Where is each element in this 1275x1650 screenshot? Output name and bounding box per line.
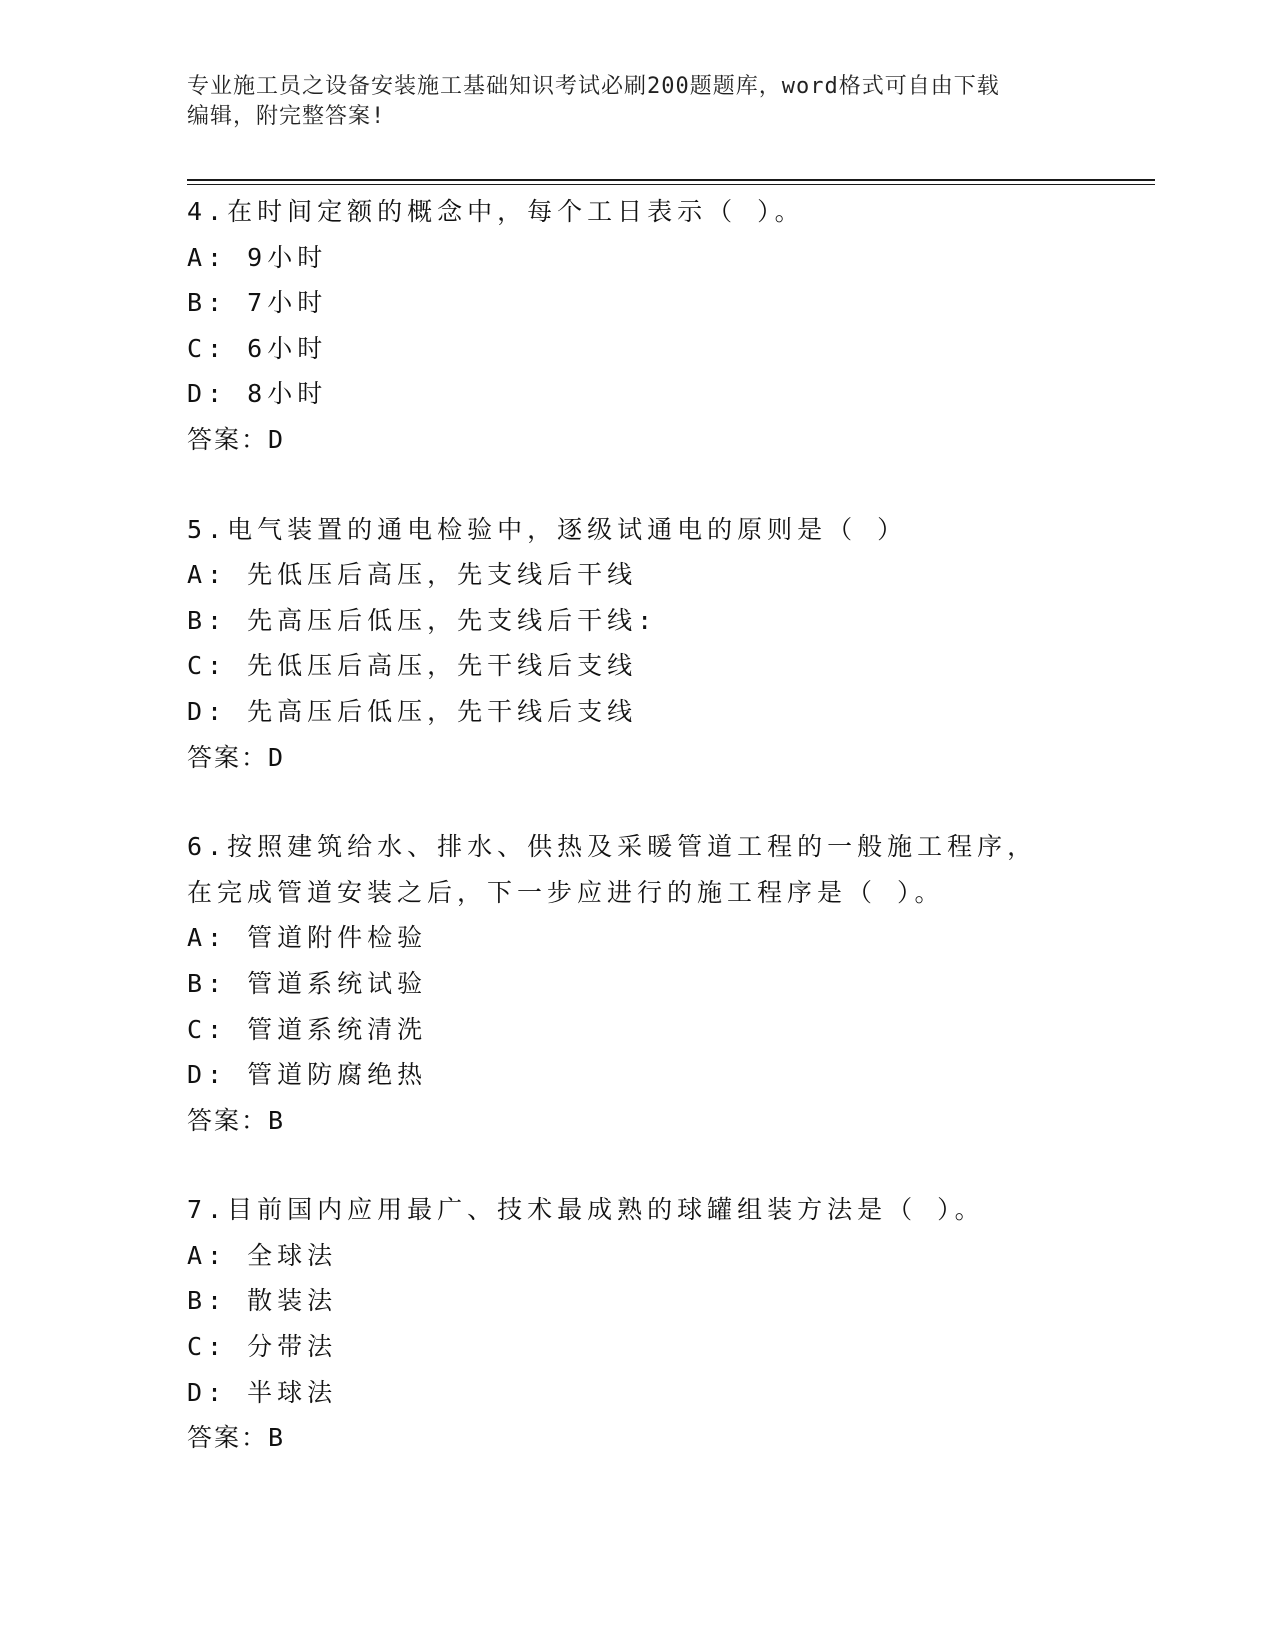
answer-line [187,735,1087,781]
option-d: D: 先高压后低压，先干线后支线 [187,696,638,726]
answer-value: B [268,1423,286,1453]
question-list [187,189,1087,1505]
option-c: C: 6小时 [187,333,328,363]
header-divider-thick [187,179,1155,181]
option-b: B: 先高压后低压，先支线后干线: [187,605,658,635]
option-a: A: 先低压后高压，先支线后干线 [187,560,638,590]
answer-value: B [268,1105,286,1135]
answer-line [187,417,1087,463]
option-b: B: 散装法 [187,1286,338,1316]
question-text: 5.电气装置的通电检验中，逐级试通电的原则是（ ） [187,514,908,544]
answer-line [187,1098,1087,1144]
answer-label: 答案： [187,1105,269,1135]
option-c: C: 先低压后高压，先干线后支线 [187,651,638,681]
question-text: 4.在时间定额的概念中，每个工日表示（ ）。 [187,197,805,226]
answer-line [187,1415,1087,1461]
option-a: A: 9小时 [187,242,328,272]
option-d: D: 管道防腐绝热 [187,1060,428,1090]
option-c: C: 分带法 [187,1332,338,1362]
option-b: B: 7小时 [187,288,328,318]
header-line-1: 专业施工员之设备安装施工基础知识考试必刷200题题库，word格式可自由下载 [187,74,1000,99]
header-line-2: 编辑，附完整答案! [187,104,386,129]
answer-label: 答案： [187,424,269,454]
answer-value: D [268,424,286,454]
option-d: D: 8小时 [187,379,328,409]
answer-label: 答案： [187,742,269,772]
question-5 [187,507,1087,781]
option-a: A: 全球法 [187,1240,338,1270]
question-text: 7.目前国内应用最广、技术最成熟的球罐组装方法是（ ）。 [187,1195,985,1225]
question-7 [187,1187,1087,1461]
question-text: 6.按照建筑给水、排水、供热及采暖管道工程的一般施工程序，在完成管道安装之后，下一步应进行的施工程序是（ ）。 [187,832,1038,907]
option-c: C: 管道系统清洗 [187,1014,428,1044]
document-header [187,72,1087,132]
question-4 [187,189,1087,463]
header-divider-thin [187,184,1155,185]
option-a: A: 管道附件检验 [187,923,428,953]
option-d: D: 半球法 [187,1377,338,1407]
option-b: B: 管道系统试验 [187,968,428,998]
answer-value: D [268,742,286,772]
answer-label: 答案： [187,1423,269,1453]
question-6 [187,824,1087,1143]
